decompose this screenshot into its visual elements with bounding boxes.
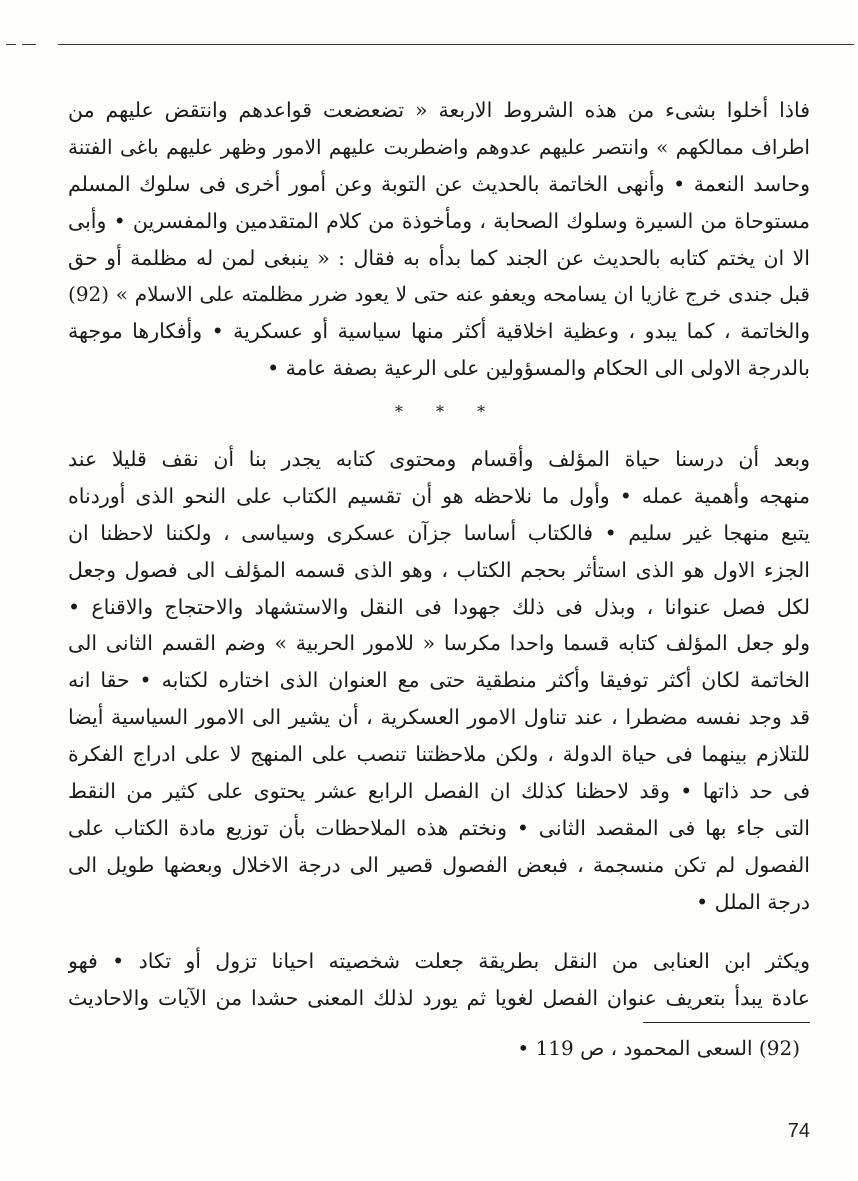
footnote: (92) السعى المحمود ، ص 119 • bbox=[517, 1036, 800, 1060]
text-line: لكل فصل عنوانا ، وبذل فى ذلك جهودا فى النقل والاستشهاد والاحتجاج والاقناع • bbox=[68, 594, 810, 619]
section-separator: * * * bbox=[394, 402, 500, 421]
text-line: درجة الملل • bbox=[696, 889, 810, 914]
text-line: وحاسد النعمة • وأنهى الخاتمة بالحديث عن التوبة وعن أمور أخرى فى سلوك المسلم bbox=[68, 171, 810, 196]
paragraph-3 bbox=[68, 943, 810, 1017]
text-line: ولو جعل المؤلف كتابه قسما واحدا مكرسا « للامور الحربية » وضم القسم الثانى الى bbox=[68, 631, 810, 656]
text-line: قد وجد نفسه مضطرا ، عند تناول الامور العسكرية ، أن يشير الى الامور السياسية أيضا bbox=[68, 705, 810, 730]
text-line: وبعد أن درسنا حياة المؤلف وأقسام ومحتوى كتابه يجدر بنا أن نقف قليلا عند bbox=[68, 447, 810, 471]
header-dash bbox=[6, 44, 16, 45]
text-line: يتبع منهجا غير سليم • فالكتاب أساسا جزآن عسكرى وسياسى ، ولكننا لاحظنا ان bbox=[68, 520, 810, 545]
text-line: الجزء الاول هو الذى استأثر بحجم الكتاب ، وهو الذى قسمه المؤلف الى فصول وجعل bbox=[68, 557, 810, 582]
text-line: الا ان يختم كتابه بالحديث عن الجند كما بدأه به فقال : « ينبغى لمن له مظلمة أو حق bbox=[68, 245, 810, 270]
text-line: التى جاء بها فى المقصد الثانى • ونختم هذه الملاحظات بأن توزيع مادة الكتاب على bbox=[68, 815, 810, 840]
header-rule bbox=[58, 44, 854, 45]
text-line: والخاتمة ، كما يبدو ، وعظية اخلاقية أكثر منها سياسية أو عسكرية • وأفكارها موجهة bbox=[68, 319, 810, 344]
page-number: 74 bbox=[787, 1120, 810, 1142]
text-line: مستوحاة من السيرة وسلوك الصحابة ، ومأخوذة من كلام المتقدمين والمفسرين • وأبى bbox=[68, 208, 810, 233]
text-line: للتلازم بينهما فى حياة الدولة ، ولكن ملاحظتنا تنصب على المنهج لا على ادراج الفكرة bbox=[68, 742, 810, 767]
text-line: فى حد ذاتها • وقد لاحظنا كذلك ان الفصل الرابع عشر يحتوى على كثير من النقط bbox=[68, 779, 810, 804]
text-line: منهجه وأهمية عمله • وأول ما نلاحظه هو أن تقسيم الكتاب على النحو الذى أوردناه bbox=[68, 483, 810, 508]
text-line: بالدرجة الاولى الى الحكام والمسؤولين على الرعية بصفة عامة • bbox=[267, 356, 810, 381]
text-line: الخاتمة لكان أكثر توفيقا وأكثر منطقية حتى مع العنوان الذى اختاره لكتابه • حقا انه bbox=[68, 668, 810, 693]
text-line: ويكثر ابن العنابى من النقل بطريقة جعلت شخصيته احيانا تزول أو تكاد • فهو bbox=[68, 949, 810, 973]
text-line: عادة يبدأ بتعريف عنوان الفصل لغويا ثم يورد لذلك المعنى حشدا من الآيات والاحاديث bbox=[68, 985, 810, 1010]
text-line: اطراف ممالكهم » وانتصر عليهم عدوهم واضطربت عليهم الامور وظهر عليهم باغى الفتنة bbox=[68, 134, 810, 159]
header-dash bbox=[22, 44, 36, 45]
text-line: فاذا أخلوا بشىء من هذه الشروط الاربعة « تضعضعت قواعدهم وانتقض عليهم من bbox=[68, 98, 810, 122]
paragraph-2 bbox=[68, 441, 810, 921]
footnote-rule bbox=[643, 1022, 810, 1023]
text-line: الفصول لم تكن منسجمة ، فبعض الفصول قصير الى درجة الاخلال وبعضها طويل الى bbox=[68, 852, 810, 877]
paragraph-1 bbox=[68, 92, 810, 387]
text-line: قبل جندى خرج غازيا ان يسامحه ويعفو عنه حتى لا يعود ضرر مظلمته على الاسلام » (92) bbox=[68, 282, 810, 307]
